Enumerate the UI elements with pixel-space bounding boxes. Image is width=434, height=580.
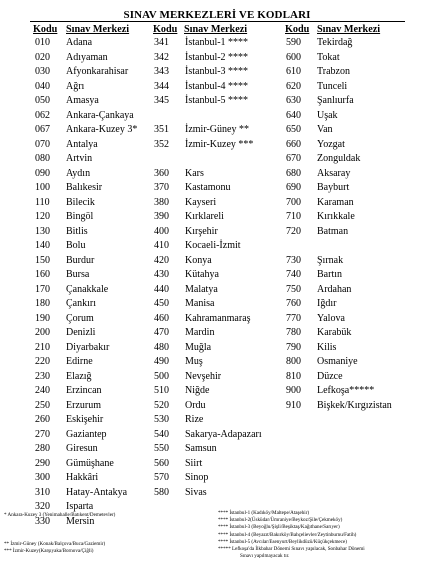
center-code: 310 [35,486,50,498]
center-code: 140 [35,240,50,251]
center-name: Kütahya [185,269,219,280]
center-name: İzmir-Kuzey *** [185,138,254,150]
table-row [286,36,406,51]
center-code: 560 [154,457,169,469]
center-code: 670 [286,153,301,164]
table-row [286,283,406,298]
table-row [35,370,145,385]
table-row [154,239,279,254]
center-name: Çanakkale [66,283,109,295]
table-row [286,196,406,211]
table-row [286,210,406,225]
center-name: Rize [185,414,204,425]
table-row [35,138,145,153]
center-name: Adana [66,37,93,48]
center-name: Muş [185,356,203,367]
center-code: 460 [154,312,169,324]
center-code: 220 [35,356,50,367]
center-name: Tekirdağ [317,37,353,48]
table-row [286,138,406,153]
table-row [35,65,145,80]
footnote: Sınavı yapılmayacak tır. [240,553,290,560]
table-row [154,196,279,211]
center-name: Osmaniye [317,356,358,367]
center-name: İzmir-Güney ** [185,124,249,135]
center-code: 510 [154,385,169,396]
center-name: Ankara-Kuzey 3* [66,124,138,135]
col3-name-header: Sınav Merkezi [317,24,381,35]
table-row [286,384,406,399]
center-name: Artvin [66,153,93,164]
center-name: Aydın [66,167,91,179]
table-row [154,442,279,457]
center-name: Muğla [185,341,212,353]
center-code: 520 [154,399,169,411]
center-code: 700 [286,196,301,208]
center-name: Edirne [66,356,93,367]
table-row [286,370,406,385]
table-row [35,181,145,196]
center-name: Yalova [317,312,345,324]
center-name: Afyonkarahisar [66,66,129,77]
table-row [154,65,279,80]
center-code: 160 [35,269,50,280]
center-code: 170 [35,283,50,295]
center-code: 030 [35,66,50,77]
center-code: 150 [35,254,50,266]
center-code: 090 [35,167,50,179]
center-code: 190 [35,312,50,324]
center-name: Niğde [185,385,210,396]
footnote: **** İstanbul-2(Üsküdar/Ümraniye/Beykoz/Şile/Çekmeköy) [218,517,343,524]
center-code: 040 [35,80,50,92]
center-name: Diyarbakır [66,341,110,353]
center-code: 780 [286,327,301,338]
center-name: Sakarya-Adapazarı [185,428,262,440]
center-code: 250 [35,399,50,411]
center-name: Ardahan [317,283,352,295]
center-code: 680 [286,167,301,179]
table-row [286,181,406,196]
table-row [154,210,279,225]
table-row [35,152,145,167]
center-name: Lefkoşa***** [317,385,375,396]
table-row [35,123,145,138]
center-code: 410 [154,240,169,251]
table-row [286,297,406,312]
table-row [286,80,406,95]
center-code: 390 [154,211,169,222]
center-name: Antalya [66,138,98,150]
center-name: İstanbul-2 **** [185,51,249,63]
center-code: 470 [154,327,169,338]
center-name: Hakkâri [66,472,99,483]
table-row [35,51,145,66]
center-code: 610 [286,66,301,77]
center-name: Kilis [317,341,337,353]
table-row [286,94,406,109]
col1-name-header: Sınav Merkezi [66,24,130,35]
table-row [35,36,145,51]
center-name: Balıkesir [66,182,103,193]
table-row [154,413,279,428]
center-code: 320 [35,501,50,512]
table-row [286,123,406,138]
footnote: * Ankara-Kuzey 3 (Yenimahalle/Batıkent/Demetevler) [4,512,116,518]
center-code: 010 [35,37,50,48]
center-name: Çankırı [66,298,96,309]
table-row [35,239,145,254]
table-row [286,355,406,370]
center-name: Denizli [66,327,96,338]
table-row [154,152,279,167]
table-row [286,152,406,167]
col3-code-header: Kodu [285,24,310,35]
center-name: Tunceli [317,80,348,92]
center-code: 070 [35,138,50,150]
center-code: 770 [286,312,301,324]
center-code: 110 [35,196,50,208]
table-row [35,428,145,443]
center-code: 370 [154,182,169,193]
footnote: ***** Lefkoşa'da İlkbahar Dönemi Sınavı yapılacak, Sonbahar Dönemi [218,546,365,553]
col2-name-header: Sınav Merkezi [184,24,248,35]
table-row [35,471,145,486]
center-name: Kastamonu [185,182,231,193]
table-row [35,80,145,95]
table-row [154,80,279,95]
table-row [154,51,279,66]
center-name: Zonguldak [317,153,361,164]
center-name: Manisa [185,298,215,309]
table-row [35,109,145,124]
center-name: Erzurum [66,399,101,411]
center-code: 550 [154,443,169,454]
center-name: Amasya [66,95,99,106]
center-code: 790 [286,341,301,353]
center-name: Şanlıurfa [317,95,354,106]
center-code: 344 [154,80,169,92]
table-row [154,138,279,153]
center-code: 351 [154,124,169,135]
center-code: 352 [154,138,169,150]
center-code: 500 [154,370,169,382]
center-name: Karaman [317,196,354,208]
center-name: İstanbul-5 **** [185,95,249,106]
table-row [35,210,145,225]
center-name: İstanbul-4 **** [185,80,249,92]
table-row [154,283,279,298]
table-row [286,109,406,124]
table-row [154,471,279,486]
center-code: 342 [154,51,169,63]
center-code: 810 [286,370,301,382]
center-name: Çorum [66,312,94,324]
table-row [154,254,279,269]
center-name: Şırnak [317,254,344,266]
center-code: 440 [154,283,169,295]
table-row [154,399,279,414]
table-row [35,399,145,414]
table-row [154,36,279,51]
center-code: 530 [154,414,169,425]
table-row [154,428,279,443]
table-row [154,268,279,283]
center-name: Sivas [185,486,207,498]
footnote: *** İzmir-Kuzey(Karşıyaka/Bornova/Çiğli) [4,548,94,555]
center-name: Erzincan [66,385,102,396]
center-code: 490 [154,356,169,367]
column-3 [286,36,406,413]
center-code: 720 [286,225,301,237]
table-row [154,341,279,356]
table-row [286,254,406,269]
center-code: 360 [154,167,169,179]
center-code: 240 [35,385,50,396]
table-row [35,442,145,457]
footnote: **** İstanbul-4 (Beyazıt/Bakırköy/Bahçelievler/Zeytinburnu/Fatih) [218,531,357,538]
table-row [154,123,279,138]
center-name: Bilecik [66,196,95,208]
center-name: Düzce [317,370,343,382]
center-code: 080 [35,153,50,164]
title-rule [30,21,405,22]
center-name: Uşak [317,109,338,121]
center-name: Kırıkkale [317,211,355,222]
center-name: Trabzon [317,66,350,77]
center-code: 420 [154,254,169,266]
center-code: 580 [154,486,169,498]
table-row [154,370,279,385]
center-name: Kırşehir [185,225,218,237]
center-name: Konya [185,254,212,266]
table-row [154,225,279,240]
center-code: 450 [154,298,169,309]
center-name: Kayseri [185,196,217,208]
center-code: 730 [286,254,301,266]
center-name: Bişkek/Kırgızistan [317,399,392,411]
center-name: Siirt [185,457,203,469]
center-code: 620 [286,80,301,92]
center-code: 270 [35,428,50,440]
center-code: 750 [286,283,301,295]
table-row [35,312,145,327]
center-code: 800 [286,356,301,367]
col1-code-header: Kodu [33,24,58,35]
center-name: Samsun [185,443,217,454]
table-row [154,109,279,124]
table-row [35,355,145,370]
table-row [286,399,406,414]
table-row [154,355,279,370]
center-code: 050 [35,95,50,106]
table-row [35,167,145,182]
center-code: 200 [35,327,50,338]
table-row [35,413,145,428]
center-name: Van [317,124,333,135]
center-code: 260 [35,414,50,425]
table-row [286,312,406,327]
center-code: 230 [35,370,50,382]
center-code: 650 [286,124,301,135]
center-code: 910 [286,399,301,411]
center-name: Gümüşhane [66,457,114,469]
center-name: Adıyaman [66,51,108,63]
center-name: Nevşehir [185,370,222,382]
center-name: Kars [185,167,204,179]
center-name: Kırklareli [185,211,224,222]
center-name: Mardin [185,327,215,338]
column-1 [35,36,145,529]
center-name: Mersin [66,515,95,527]
table-row [35,326,145,341]
table-row [154,326,279,341]
footnote: **** İstanbul-1 (Kadıköy/Maltepe/Ataşehir) [218,510,310,516]
table-row [286,65,406,80]
center-code: 600 [286,51,301,63]
center-code: 640 [286,109,301,121]
table-row [154,312,279,327]
center-code: 380 [154,196,169,208]
center-name: Eskişehir [66,414,104,425]
table-row [35,254,145,269]
center-code: 690 [286,182,301,193]
center-name: Aksaray [317,167,351,179]
table-row [286,326,406,341]
table-row [35,94,145,109]
center-name: Kocaeli-İzmit [185,240,241,251]
table-row [35,268,145,283]
center-name: Bitlis [66,225,88,237]
center-code: 280 [35,443,50,454]
table-row [286,341,406,356]
center-code: 300 [35,472,50,483]
center-code: 020 [35,51,50,63]
center-code: 341 [154,37,169,48]
center-name: Iğdır [317,298,337,309]
center-code: 345 [154,95,169,106]
table-row [286,239,406,254]
center-name: Bartın [317,269,342,280]
center-code: 343 [154,66,169,77]
center-code: 740 [286,269,301,280]
center-code: 120 [35,211,50,222]
center-code: 900 [286,385,301,396]
col2-code-header: Kodu [153,24,178,35]
table-row [154,486,279,501]
footnote: ** İzmir-Güney (Konak/Balçova/Buca/Gaziemir) [4,541,106,548]
center-name: Tokat [317,51,340,63]
center-code: 400 [154,225,169,237]
center-name: Bursa [66,269,90,280]
center-code: 130 [35,225,50,237]
center-name: Ağrı [66,80,85,92]
table-row [154,457,279,472]
center-name: Karabük [317,327,352,338]
center-name: Bayburt [317,182,350,193]
center-code: 540 [154,428,169,440]
footnote: **** İstanbul-3 (Beyoğlu/Şişli/Beşiktaş/Kağıthane/Sarıyer) [218,524,340,531]
center-code: 062 [35,109,50,121]
center-name: İstanbul-3 **** [185,66,249,77]
table-row [154,167,279,182]
center-name: Gaziantep [66,428,107,440]
table-row [154,297,279,312]
table-row [154,384,279,399]
center-code: 590 [286,37,301,48]
table-row [35,486,145,501]
center-name: Kahramanmaraş [185,312,251,324]
table-row [154,94,279,109]
table-row [286,225,406,240]
center-name: Ankara-Çankaya [66,109,134,121]
footnote: **** İstanbul-5 (Avcılar/Esenyurt/Beylikdüzü/Küçükçekmece) [218,538,347,545]
center-code: 660 [286,138,301,150]
table-row [35,225,145,240]
center-code: 330 [35,515,50,527]
table-row [35,341,145,356]
center-name: Burdur [66,254,95,266]
center-name: Hatay-Antakya [66,486,128,498]
center-name: Yozgat [317,138,345,150]
table-row [286,51,406,66]
center-code: 290 [35,457,50,469]
center-code: 630 [286,95,301,106]
center-code: 180 [35,298,50,309]
center-name: Batman [317,225,349,237]
page-title: SINAV MERKEZLERİ VE KODLARI [123,9,311,21]
center-name: Isparta [66,501,94,512]
center-name: Bingöl [66,211,94,222]
center-code: 067 [35,124,50,135]
table-row [35,384,145,399]
center-name: Malatya [185,283,218,295]
column-2 [154,36,279,500]
center-code: 100 [35,182,50,193]
table-row [35,297,145,312]
center-code: 710 [286,211,301,222]
table-row [286,167,406,182]
table-row [286,268,406,283]
table-row [154,181,279,196]
footnotes-left [4,512,115,556]
center-code: 210 [35,341,50,353]
table-row [35,283,145,298]
center-code: 570 [154,472,169,483]
center-name: Elazığ [66,370,92,382]
center-name: Giresun [66,443,98,454]
center-code: 760 [286,298,301,309]
center-name: Bolu [66,240,86,251]
center-name: İstanbul-1 **** [185,37,249,48]
center-name: Ordu [185,399,206,411]
table-row [35,457,145,472]
center-code: 430 [154,269,169,280]
center-name: Sinop [185,472,209,483]
footnotes-right [218,510,365,560]
table-row [35,196,145,211]
center-code: 480 [154,341,169,353]
